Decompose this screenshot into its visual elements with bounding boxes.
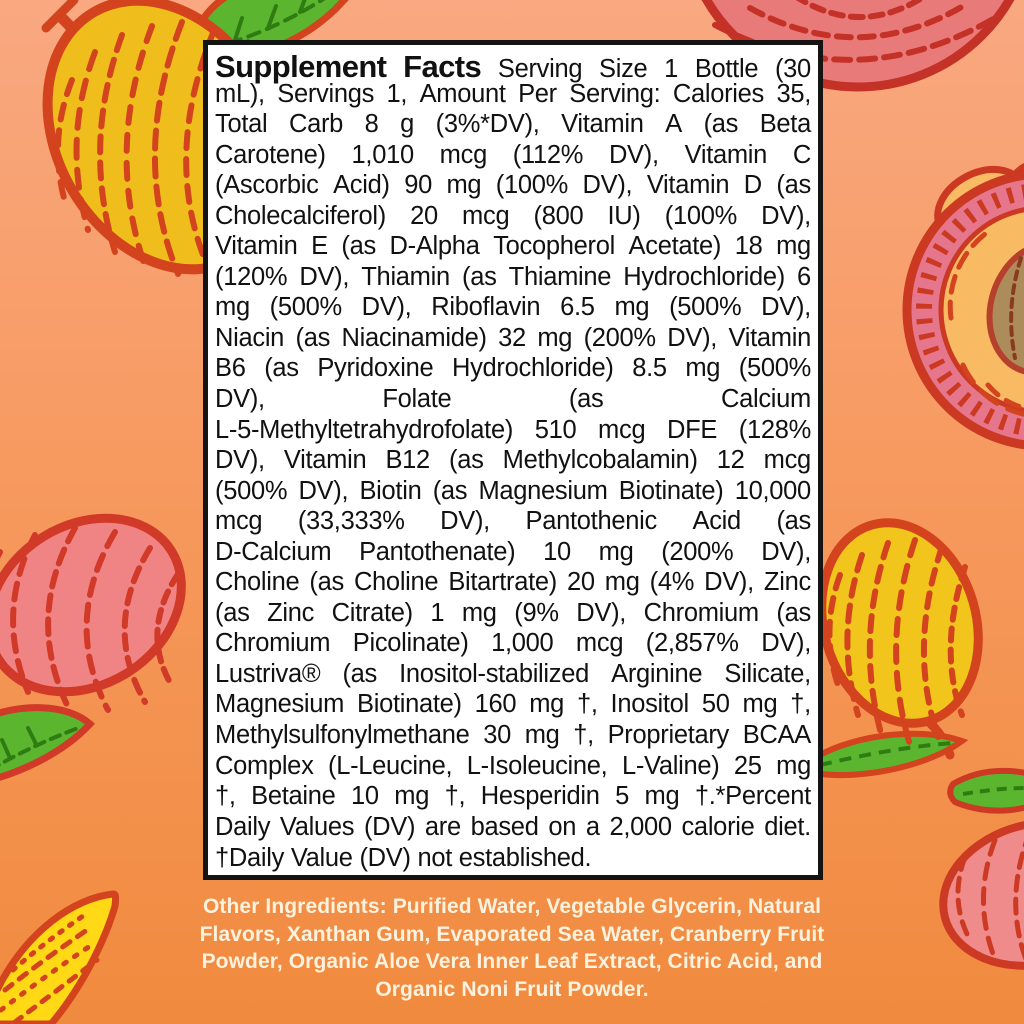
mango-slice-bottom-left-illustration — [0, 872, 135, 1024]
panel-line: (Ascorbic Acid) 90 mg (100% DV), Vitamin D (as — [215, 171, 811, 200]
panel-line: Complex (L-Leucine, L-Isoleucine, L-Valine) 25 mg — [215, 751, 811, 780]
panel-line: (500% DV), Biotin (as Magnesium Biotinate) 10,000 — [215, 476, 811, 505]
panel-line: Supplement Facts Serving Size 1 Bottle (30 — [215, 49, 811, 84]
panel-line: D-Calcium Pantothenate) 10 mg (200% DV), — [215, 537, 811, 566]
panel-line: Niacin (as Niacinamide) 32 mg (200% DV), Vitamin — [215, 323, 811, 352]
panel-line: mcg (33,333% DV), Pantothenic Acid (as — [215, 507, 811, 536]
panel-line: †, Betaine 10 mg †, Hesperidin 5 mg †.*Percent — [215, 782, 811, 811]
panel-line: Vitamin E (as D-Alpha Tocopherol Acetate) 18 mg — [215, 232, 811, 261]
peach-bottom-right-illustration — [915, 762, 1024, 1024]
panel-line: Total Carb 8 g (3%*DV), Vitamin A (as Beta — [215, 110, 811, 139]
panel-line: Magnesium Biotinate) 160 mg †, Inositol 50 mg †, — [215, 690, 811, 719]
mango-bottom-right-illustration — [800, 515, 1024, 795]
halved-peach-right-illustration — [893, 160, 1024, 460]
panel-line: (120% DV), Thiamin (as Thiamine Hydrochloride) 6 — [215, 262, 811, 291]
panel-line: Carotene) 1,010 mcg (112% DV), Vitamin C — [215, 140, 811, 169]
panel-line: Cholecalciferol) 20 mcg (800 IU) (100% DV), — [215, 201, 811, 230]
supplement-facts-panel — [203, 40, 823, 880]
other-ingredients-line: Powder, Organic Aloe Vera Inner Leaf Extract, Citric Acid, and — [201, 950, 823, 973]
other-ingredients-line: Flavors, Xanthan Gum, Evaporated Sea Water, Cranberry Fruit — [199, 922, 825, 946]
panel-line: Daily Values (DV) are based on a 2,000 calorie diet. — [215, 812, 811, 841]
panel-heading-word: Facts — [403, 49, 482, 84]
panel-line: Lustriva® (as Inositol-stabilized Arginine Silicate, — [215, 659, 811, 688]
panel-line: DV), Vitamin B12 (as Methylcobalamin) 12 mcg — [215, 446, 811, 475]
panel-line: Choline (as Choline Bitartrate) 20 mg (4% DV), Zinc — [215, 568, 811, 597]
panel-heading-word: Supplement — [215, 49, 387, 84]
panel-line: DV), Folate (as Calcium — [215, 385, 811, 414]
other-ingredients-line: Other Ingredients: Purified Water, Vegetable Glycerin, Natural — [202, 895, 822, 918]
peach-left-illustration — [0, 490, 210, 820]
panel-line: Methylsulfonylmethane 30 mg †, Proprietary BCAA — [215, 721, 811, 750]
panel-line: mL), Servings 1, Amount Per Serving: Calories 35, — [215, 79, 811, 108]
panel-line: mg (500% DV), Riboflavin 6.5 mg (500% DV), — [215, 293, 811, 322]
panel-line: Chromium Picolinate) 1,000 mcg (2,857% DV), — [215, 629, 811, 658]
panel-line: L-5-Methyltetrahydrofolate) 510 mcg DFE (128% — [215, 415, 811, 444]
other-ingredients-text — [182, 893, 842, 1003]
other-ingredients-line: Organic Noni Fruit Powder. — [375, 977, 649, 1001]
panel-line: B6 (as Pyridoxine Hydrochloride) 8.5 mg (500% — [215, 354, 811, 383]
panel-line: †Daily Value (DV) not established. — [215, 844, 592, 873]
panel-line: (as Zinc Citrate) 1 mg (9% DV), Chromium (as — [215, 598, 811, 627]
leaf-icon — [0, 708, 90, 782]
